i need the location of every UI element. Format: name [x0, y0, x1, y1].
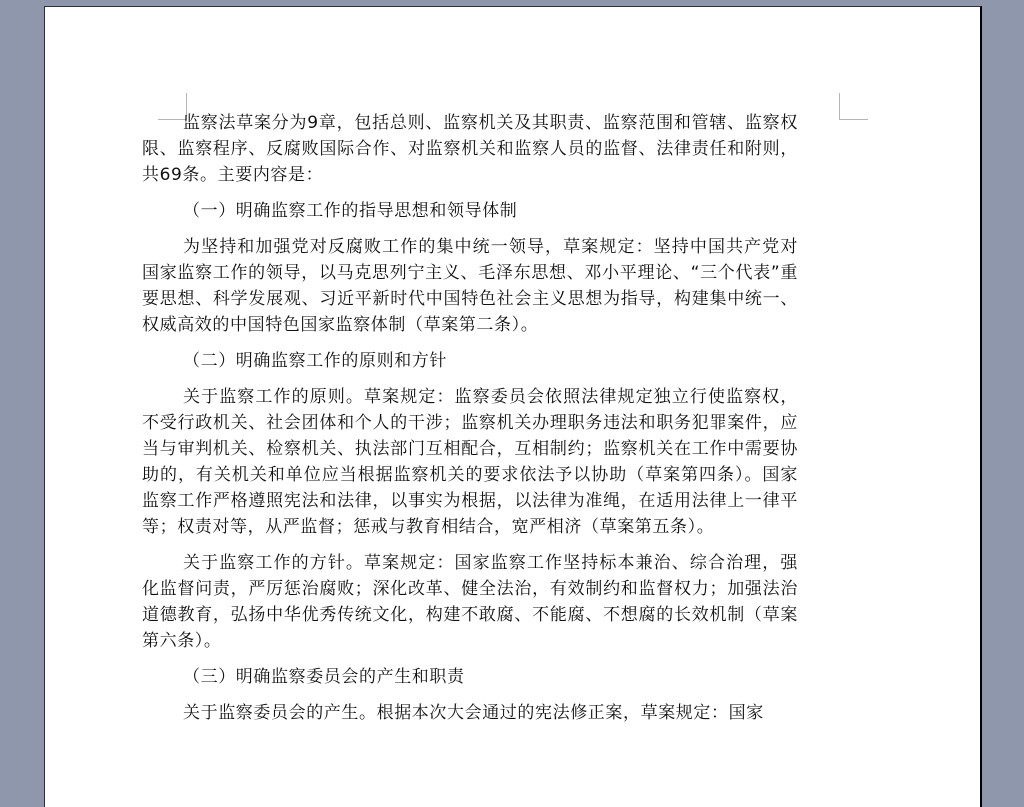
intro-paragraph: 监察法草案分为9章，包括总则、监察机关及其职责、监察范围和管辖、监察权限、监察程序、反腐败国际合作、对监察机关和监察人员的监督、法律责任和附则，共69条。主要内容是：	[142, 113, 798, 185]
section-heading-2: （二）明确监察工作的原则和方针	[183, 351, 447, 371]
section-2-paragraph-1: 关于监察工作的原则。草案规定：监察委员会依照法律规定独立行使监察权，不受行政机关、社会团体和个人的干涉；监察机关办理职务违法和职务犯罪案件，应当与审判机关、检察机关、执法部门互相配合，互相制约；监察机关在工作中需要协助的，有关机关和单位应当根据监察机关的要求依法予以协助（草案第四条）。国家监察工作严格遵照宪法和法律，以事实为根据，以法律为准绳，在适用法律上一律平等；权责对等，从严监督；惩戒与教育相结合，宽严相济（草案第五条）。	[142, 387, 798, 537]
margin-corner-mark-top-right	[839, 93, 868, 120]
document-body[interactable]	[142, 110, 798, 736]
section-heading-3: （三）明确监察委员会的产生和职责	[183, 667, 465, 687]
section-3-paragraph-1: 关于监察委员会的产生。根据本次大会通过的宪法修正案，草案规定：国家	[183, 703, 764, 723]
section-1-paragraph-1: 为坚持和加强党对反腐败工作的集中统一领导，草案规定：坚持中国共产党对国家监察工作的领导，以马克思列宁主义、毛泽东思想、邓小平理论、“三个代表”重要思想、科学发展观、习近平新时代中国特色社会主义思想为指导，构建集中统一、权威高效的中国特色国家监察体制（草案第二条）。	[142, 237, 798, 335]
section-2-paragraph-2: 关于监察工作的方针。草案规定：国家监察工作坚持标本兼治、综合治理，强化监督问责，严厉惩治腐败；深化改革、健全法治，有效制约和监督权力；加强法治道德教育，弘扬中华优秀传统文化，构建不敢腐、不能腐、不想腐的长效机制（草案第六条）。	[142, 553, 798, 651]
section-heading-1: （一）明确监察工作的指导思想和领导体制	[183, 201, 518, 221]
